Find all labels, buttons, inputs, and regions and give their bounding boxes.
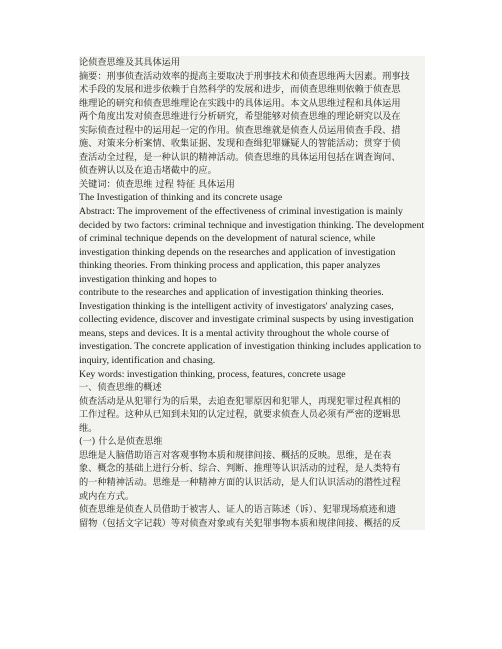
text-line: contribute to the researches and application of investigation thinking theories. [79,287,384,299]
text-line: 的一种精神活动。思维是一种精神方面的认识活动，是人们认识活动的潜性过程 [79,476,401,488]
text-line: 两个角度出发对侦查思维进行分析研究，希望能够对侦查思维的理论研究以及在 [79,111,401,123]
text-line: 侦查活动是从犯罪行为的后果，去追查犯罪原因和犯罪人，再现犯罪过程真相的 [79,395,401,407]
text-line: Investigation thinking is the intelligent activity of investigators' analyzing cases, [79,300,394,312]
text-line: 维理论的研究和侦查思维理论在实践中的具体运用。本文从思维过程和具体运用 [79,97,401,109]
text-line: 查活动全过程，是一种认识的精神活动。侦查思维的具体运用包括在调查询问、 [79,151,401,163]
text-line: 一、侦查思维的概述 [79,382,162,394]
text-line: investigation thinking depends on the researches and application of investigation [79,246,396,258]
text-line: Key words: investigation thinking, process, features, concrete usage [79,368,346,380]
text-line: thinking theories. From thinking process and application, this paper analyzes [79,260,381,272]
text-line: decided by two factors: criminal technique and investigation thinking. The development [79,219,425,231]
text-line: (一) 什么是侦查思维 [79,436,163,448]
text-line: collecting evidence, discover and investigate criminal suspects by using investigation [79,314,414,326]
text-line: of criminal technique depends on the development of natural science, while [79,233,376,245]
text-line: 侦查思维是侦查人员借助于被害人、证人的语言陈述（诉）、犯罪现场痕迹和遗 [79,504,396,516]
text-line: 工作过程。这种从已知到未知的认定过程，就要求侦查人员必须有严密的逻辑思 [79,409,401,421]
text-line: 维。 [79,422,98,434]
text-line: 侦查辨认以及在追击堵截中的应。 [79,165,217,177]
text-line: The Investigation of thinking and its concrete usage [79,192,283,204]
text-line: 施、对策来分析案情、收集证据、发现和查缉犯罪嫌疑人的智能活动；贯穿于侦 [79,138,401,150]
text-line: 或内在方式。 [79,490,135,502]
text-line: investigation. The concrete application of investigation thinking includes application to [79,341,422,353]
text-line: Abstract: The improvement of the effectiveness of criminal investigation is mainly [79,206,403,218]
text-line: means, steps and devices. It is a mental activity throughout the whole course of [79,327,390,339]
text-line: 思维是人脑借助语言对客观事物本质和规律间接、概括的反映。思维，是在表 [79,449,392,461]
text-line: investigation thinking and hopes to [79,273,217,285]
document-body [79,56,425,530]
text-line: 术手段的发展和进步依赖于自然科学的发展和进步，而侦查思维则依赖于侦查思 [79,84,401,96]
text-line: inquiry, identification and chasing. [79,355,216,367]
text-line: 论侦查思维及其具体运用 [79,57,181,68]
text-line: 关键词：侦查思维 过程 特征 具体运用 [79,178,235,190]
text-line: 摘要：刑事侦查活动效率的提高主要取决于刑事技术和侦查思维两大因素。刑事技 [79,70,410,82]
text-line: 留物（包括文字记载）等对侦查对象或有关犯罪事物本质和规律间接、概括的反 [79,517,401,529]
text-line: 象、概念的基础上进行分析、综合、判断、推理等认识活动的过程，是人类特有 [79,463,401,475]
text-line: 实际侦查过程中的运用起一定的作用。侦查思维就是侦查人员运用侦查手段、措 [79,124,401,136]
